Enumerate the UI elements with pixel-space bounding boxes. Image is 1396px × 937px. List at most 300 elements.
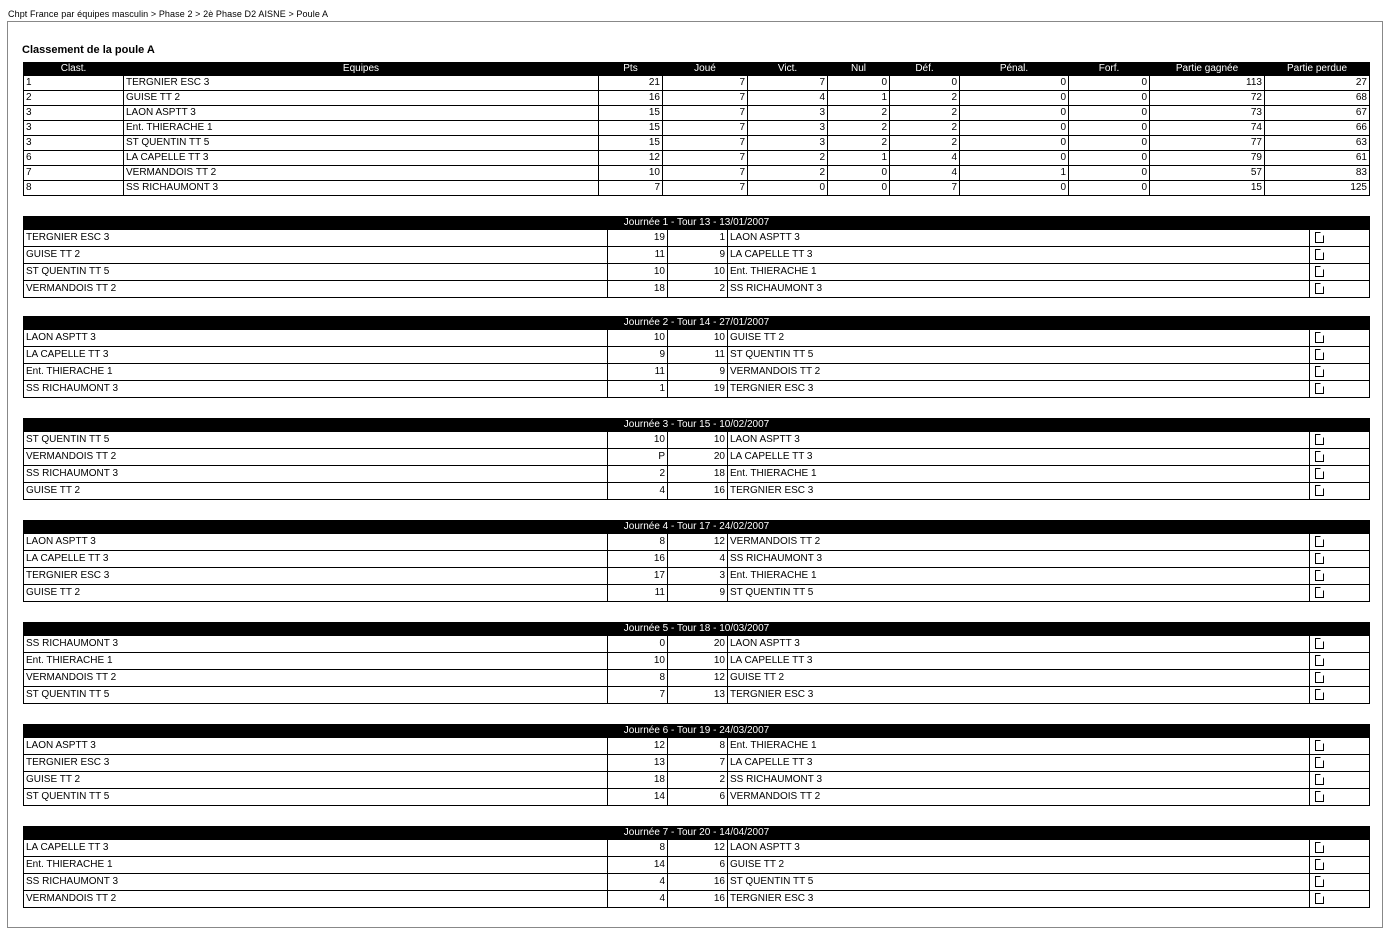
- away-score: 20: [668, 636, 728, 653]
- ranking-cell: 0: [828, 181, 890, 196]
- match-row: [24, 551, 1370, 568]
- home-team[interactable]: VERMANDOIS TT 2: [24, 449, 608, 466]
- away-team[interactable]: LAON ASPTT 3: [728, 230, 1310, 247]
- away-team[interactable]: LAON ASPTT 3: [728, 840, 1310, 857]
- ranking-cell: 7: [890, 181, 960, 196]
- ranking-cell: 0: [960, 151, 1069, 166]
- away-score: 1: [668, 230, 728, 247]
- away-team[interactable]: VERMANDOIS TT 2: [728, 534, 1310, 551]
- home-team[interactable]: Ent. THIERACHE 1: [24, 857, 608, 874]
- journee-table: [23, 826, 1370, 908]
- match-sheet-cell: [1310, 347, 1370, 364]
- away-team[interactable]: LA CAPELLE TT 3: [728, 449, 1310, 466]
- ranking-cell: 0: [1069, 151, 1150, 166]
- match-sheet-cell: [1310, 281, 1370, 298]
- match-row: [24, 381, 1370, 398]
- home-score: 4: [608, 891, 668, 908]
- col-nul[interactable]: Nul: [828, 63, 890, 76]
- match-row: [24, 347, 1370, 364]
- col-equipes[interactable]: Equipes: [124, 63, 599, 76]
- home-score: 18: [608, 281, 668, 298]
- ranking-cell: 1: [828, 151, 890, 166]
- ranking-cell: 3: [748, 106, 828, 121]
- journee-title: Journée 5 - Tour 18 - 10/03/2007: [24, 623, 1370, 636]
- away-team[interactable]: LAON ASPTT 3: [728, 636, 1310, 653]
- match-row: [24, 247, 1370, 264]
- ranking-cell: 7: [663, 91, 748, 106]
- away-score: 8: [668, 738, 728, 755]
- home-team[interactable]: GUISE TT 2: [24, 483, 608, 500]
- ranking-cell: 72: [1150, 91, 1265, 106]
- ranking-cell: 3: [24, 121, 124, 136]
- col-partie-perdue[interactable]: Partie perdue: [1265, 63, 1370, 76]
- ranking-cell: 1: [828, 91, 890, 106]
- ranking-cell: 1: [960, 166, 1069, 181]
- away-score: 12: [668, 840, 728, 857]
- ranking-cell: 2: [828, 121, 890, 136]
- match-sheet-cell: [1310, 653, 1370, 670]
- away-score: 6: [668, 789, 728, 806]
- away-team[interactable]: TERGNIER ESC 3: [728, 687, 1310, 704]
- home-team[interactable]: GUISE TT 2: [24, 247, 608, 264]
- col-partie-gagnee[interactable]: Partie gagnée: [1150, 63, 1265, 76]
- journee-header-row: [24, 827, 1370, 840]
- ranking-row: [24, 76, 1370, 91]
- away-score: 10: [668, 264, 728, 281]
- away-score: 3: [668, 568, 728, 585]
- ranking-cell: 0: [960, 106, 1069, 121]
- journee-header-row: [24, 317, 1370, 330]
- ranking-cell: 0: [960, 91, 1069, 106]
- ranking-cell: 15: [599, 106, 663, 121]
- home-team[interactable]: SS RICHAUMONT 3: [24, 381, 608, 398]
- away-score: 16: [668, 483, 728, 500]
- match-row: [24, 891, 1370, 908]
- ranking-cell: 2: [748, 166, 828, 181]
- match-sheet-cell: [1310, 247, 1370, 264]
- home-team[interactable]: TERGNIER ESC 3: [24, 755, 608, 772]
- match-row: [24, 230, 1370, 247]
- ranking-cell: 2: [890, 91, 960, 106]
- document-icon[interactable]: [1315, 638, 1324, 649]
- ranking-row: [24, 181, 1370, 196]
- match-sheet-cell: [1310, 330, 1370, 347]
- home-score: 2: [608, 466, 668, 483]
- match-row: [24, 534, 1370, 551]
- home-score: 4: [608, 483, 668, 500]
- match-row: [24, 449, 1370, 466]
- away-team[interactable]: TERGNIER ESC 3: [728, 891, 1310, 908]
- journee-title: Journée 7 - Tour 20 - 14/04/2007: [24, 827, 1370, 840]
- match-sheet-cell: [1310, 466, 1370, 483]
- match-row: [24, 264, 1370, 281]
- ranking-cell: 2: [748, 151, 828, 166]
- away-team[interactable]: Ent. THIERACHE 1: [728, 466, 1310, 483]
- document-icon[interactable]: [1315, 383, 1324, 394]
- document-icon[interactable]: [1315, 434, 1324, 445]
- ranking-cell: 0: [748, 181, 828, 196]
- ranking-cell: 12: [599, 151, 663, 166]
- team-link[interactable]: Ent. THIERACHE 1: [124, 121, 599, 136]
- match-sheet-cell: [1310, 568, 1370, 585]
- journee-title: Journée 4 - Tour 17 - 24/02/2007: [24, 521, 1370, 534]
- away-team[interactable]: ST QUENTIN TT 5: [728, 347, 1310, 364]
- ranking-cell: 3: [24, 106, 124, 121]
- ranking-cell: 0: [1069, 181, 1150, 196]
- ranking-cell: 73: [1150, 106, 1265, 121]
- match-row: [24, 636, 1370, 653]
- home-team[interactable]: LA CAPELLE TT 3: [24, 347, 608, 364]
- ranking-cell: 10: [599, 166, 663, 181]
- home-score: 17: [608, 568, 668, 585]
- ranking-header-row: [24, 63, 1370, 76]
- ranking-cell: 7: [663, 106, 748, 121]
- document-icon[interactable]: [1315, 570, 1324, 581]
- home-team[interactable]: LAON ASPTT 3: [24, 738, 608, 755]
- away-score: 6: [668, 857, 728, 874]
- journee-header-row: [24, 217, 1370, 230]
- journee-table: [23, 418, 1370, 500]
- away-team[interactable]: GUISE TT 2: [728, 330, 1310, 347]
- ranking-row: [24, 136, 1370, 151]
- ranking-cell: 7: [663, 76, 748, 91]
- document-icon[interactable]: [1315, 791, 1324, 802]
- away-score: 18: [668, 466, 728, 483]
- document-icon[interactable]: [1315, 774, 1324, 785]
- document-icon[interactable]: [1315, 876, 1324, 887]
- document-icon[interactable]: [1315, 468, 1324, 479]
- document-icon[interactable]: [1315, 349, 1324, 360]
- match-sheet-cell: [1310, 789, 1370, 806]
- away-score: 10: [668, 653, 728, 670]
- away-team[interactable]: SS RICHAUMONT 3: [728, 281, 1310, 298]
- ranking-cell: 7: [599, 181, 663, 196]
- away-score: 9: [668, 247, 728, 264]
- ranking-cell: 15: [1150, 181, 1265, 196]
- away-score: 13: [668, 687, 728, 704]
- ranking-cell: 125: [1265, 181, 1370, 196]
- home-team[interactable]: ST QUENTIN TT 5: [24, 432, 608, 449]
- ranking-cell: 15: [599, 136, 663, 151]
- match-sheet-cell: [1310, 772, 1370, 789]
- match-row: [24, 738, 1370, 755]
- away-team[interactable]: TERGNIER ESC 3: [728, 483, 1310, 500]
- away-score: 16: [668, 891, 728, 908]
- match-row: [24, 585, 1370, 602]
- document-icon[interactable]: [1315, 655, 1324, 666]
- home-team[interactable]: Ent. THIERACHE 1: [24, 653, 608, 670]
- away-team[interactable]: ST QUENTIN TT 5: [728, 874, 1310, 891]
- ranking-cell: 79: [1150, 151, 1265, 166]
- home-score: 0: [608, 636, 668, 653]
- ranking-cell: 0: [1069, 76, 1150, 91]
- away-team[interactable]: VERMANDOIS TT 2: [728, 789, 1310, 806]
- away-score: 10: [668, 432, 728, 449]
- match-row: [24, 466, 1370, 483]
- home-score: 10: [608, 432, 668, 449]
- match-sheet-cell: [1310, 891, 1370, 908]
- ranking-cell: 63: [1265, 136, 1370, 151]
- home-team[interactable]: VERMANDOIS TT 2: [24, 281, 608, 298]
- ranking-cell: 4: [748, 91, 828, 106]
- journee-title: Journée 6 - Tour 19 - 24/03/2007: [24, 725, 1370, 738]
- document-icon[interactable]: [1315, 740, 1324, 751]
- match-sheet-cell: [1310, 687, 1370, 704]
- home-score: 11: [608, 247, 668, 264]
- document-icon[interactable]: [1315, 232, 1324, 243]
- ranking-cell: 0: [960, 136, 1069, 151]
- ranking-cell: 7: [663, 151, 748, 166]
- home-team[interactable]: LA CAPELLE TT 3: [24, 551, 608, 568]
- match-sheet-cell: [1310, 364, 1370, 381]
- document-icon[interactable]: [1315, 553, 1324, 564]
- journee-header-row: [24, 521, 1370, 534]
- home-team[interactable]: GUISE TT 2: [24, 585, 608, 602]
- match-sheet-cell: [1310, 874, 1370, 891]
- document-icon[interactable]: [1315, 672, 1324, 683]
- away-team[interactable]: SS RICHAUMONT 3: [728, 772, 1310, 789]
- ranking-cell: 77: [1150, 136, 1265, 151]
- ranking-cell: 61: [1265, 151, 1370, 166]
- away-score: 7: [668, 755, 728, 772]
- ranking-row: [24, 91, 1370, 106]
- document-icon[interactable]: [1315, 266, 1324, 277]
- home-score: 11: [608, 364, 668, 381]
- ranking-cell: 3: [748, 121, 828, 136]
- document-icon[interactable]: [1315, 283, 1324, 294]
- match-row: [24, 874, 1370, 891]
- away-team[interactable]: GUISE TT 2: [728, 857, 1310, 874]
- document-icon[interactable]: [1315, 332, 1324, 343]
- match-sheet-cell: [1310, 483, 1370, 500]
- journee-title: Journée 3 - Tour 15 - 10/02/2007: [24, 419, 1370, 432]
- match-row: [24, 687, 1370, 704]
- ranking-cell: 0: [1069, 166, 1150, 181]
- ranking-cell: 8: [24, 181, 124, 196]
- ranking-cell: 0: [890, 76, 960, 91]
- away-score: 16: [668, 874, 728, 891]
- home-team[interactable]: ST QUENTIN TT 5: [24, 264, 608, 281]
- document-icon[interactable]: [1315, 757, 1324, 768]
- home-score: 4: [608, 874, 668, 891]
- team-link[interactable]: ST QUENTIN TT 5: [124, 136, 599, 151]
- ranking-cell: 2: [828, 106, 890, 121]
- ranking-cell: 4: [890, 151, 960, 166]
- match-sheet-cell: [1310, 670, 1370, 687]
- match-row: [24, 857, 1370, 874]
- match-sheet-cell: [1310, 636, 1370, 653]
- ranking-cell: 0: [960, 181, 1069, 196]
- col-clast[interactable]: Clast.: [24, 63, 124, 76]
- ranking-cell: 66: [1265, 121, 1370, 136]
- home-team[interactable]: GUISE TT 2: [24, 772, 608, 789]
- away-team[interactable]: GUISE TT 2: [728, 670, 1310, 687]
- ranking-cell: 57: [1150, 166, 1265, 181]
- away-team[interactable]: SS RICHAUMONT 3: [728, 551, 1310, 568]
- home-score: 10: [608, 330, 668, 347]
- document-icon[interactable]: [1315, 689, 1324, 700]
- match-row: [24, 789, 1370, 806]
- ranking-cell: 0: [828, 166, 890, 181]
- away-team[interactable]: ST QUENTIN TT 5: [728, 585, 1310, 602]
- ranking-cell: 4: [890, 166, 960, 181]
- team-link[interactable]: SS RICHAUMONT 3: [124, 181, 599, 196]
- home-score: 14: [608, 789, 668, 806]
- home-team[interactable]: SS RICHAUMONT 3: [24, 636, 608, 653]
- document-icon[interactable]: [1315, 893, 1324, 904]
- team-link[interactable]: LAON ASPTT 3: [124, 106, 599, 121]
- home-team[interactable]: LAON ASPTT 3: [24, 330, 608, 347]
- col-joue[interactable]: Joué: [663, 63, 748, 76]
- ranking-cell: 0: [828, 76, 890, 91]
- match-row: [24, 653, 1370, 670]
- ranking-cell: 0: [1069, 136, 1150, 151]
- home-score: 19: [608, 230, 668, 247]
- ranking-cell: 6: [24, 151, 124, 166]
- home-team[interactable]: TERGNIER ESC 3: [24, 230, 608, 247]
- home-score: 8: [608, 670, 668, 687]
- away-score: 12: [668, 534, 728, 551]
- journee-header-row: [24, 623, 1370, 636]
- away-team[interactable]: LA CAPELLE TT 3: [728, 653, 1310, 670]
- match-sheet-cell: [1310, 840, 1370, 857]
- away-team[interactable]: LAON ASPTT 3: [728, 432, 1310, 449]
- match-sheet-cell: [1310, 857, 1370, 874]
- team-link[interactable]: GUISE TT 2: [124, 91, 599, 106]
- home-score: 13: [608, 755, 668, 772]
- home-score: 11: [608, 585, 668, 602]
- col-vict[interactable]: Vict.: [748, 63, 828, 76]
- match-sheet-cell: [1310, 585, 1370, 602]
- away-team[interactable]: LA CAPELLE TT 3: [728, 247, 1310, 264]
- page-title: Classement de la poule A: [22, 44, 155, 56]
- away-team[interactable]: Ent. THIERACHE 1: [728, 264, 1310, 281]
- document-icon[interactable]: [1315, 587, 1324, 598]
- ranking-row: [24, 121, 1370, 136]
- home-team[interactable]: SS RICHAUMONT 3: [24, 874, 608, 891]
- ranking-row: [24, 151, 1370, 166]
- document-icon[interactable]: [1315, 249, 1324, 260]
- document-icon[interactable]: [1315, 366, 1324, 377]
- ranking-table: [23, 62, 1370, 196]
- ranking-cell: 2: [828, 136, 890, 151]
- match-sheet-cell: [1310, 381, 1370, 398]
- match-row: [24, 568, 1370, 585]
- journee-table: [23, 316, 1370, 398]
- home-score: 7: [608, 687, 668, 704]
- match-sheet-cell: [1310, 449, 1370, 466]
- ranking-cell: 67: [1265, 106, 1370, 121]
- ranking-cell: 7: [663, 181, 748, 196]
- team-link[interactable]: TERGNIER ESC 3: [124, 76, 599, 91]
- ranking-cell: 2: [890, 106, 960, 121]
- match-row: [24, 670, 1370, 687]
- ranking-cell: 27: [1265, 76, 1370, 91]
- col-penal[interactable]: Pénal.: [960, 63, 1069, 76]
- match-row: [24, 330, 1370, 347]
- home-score: 1: [608, 381, 668, 398]
- col-def[interactable]: Déf.: [890, 63, 960, 76]
- ranking-cell: 2: [890, 136, 960, 151]
- home-score: P: [608, 449, 668, 466]
- home-score: 10: [608, 653, 668, 670]
- match-row: [24, 432, 1370, 449]
- match-row: [24, 483, 1370, 500]
- document-icon[interactable]: [1315, 859, 1324, 870]
- ranking-cell: 15: [599, 121, 663, 136]
- document-icon[interactable]: [1315, 536, 1324, 547]
- ranking-cell: 2: [890, 121, 960, 136]
- document-icon[interactable]: [1315, 451, 1324, 462]
- ranking-row: [24, 106, 1370, 121]
- ranking-cell: 21: [599, 76, 663, 91]
- away-score: 9: [668, 585, 728, 602]
- home-score: 14: [608, 857, 668, 874]
- col-forf[interactable]: Forf.: [1069, 63, 1150, 76]
- away-team[interactable]: Ent. THIERACHE 1: [728, 738, 1310, 755]
- ranking-cell: 74: [1150, 121, 1265, 136]
- ranking-cell: 7: [24, 166, 124, 181]
- document-icon[interactable]: [1315, 485, 1324, 496]
- team-link[interactable]: VERMANDOIS TT 2: [124, 166, 599, 181]
- journee-header-row: [24, 725, 1370, 738]
- away-score: 12: [668, 670, 728, 687]
- home-team[interactable]: ST QUENTIN TT 5: [24, 687, 608, 704]
- match-sheet-cell: [1310, 534, 1370, 551]
- ranking-cell: 7: [663, 121, 748, 136]
- match-row: [24, 772, 1370, 789]
- team-link[interactable]: LA CAPELLE TT 3: [124, 151, 599, 166]
- document-icon[interactable]: [1315, 842, 1324, 853]
- col-pts[interactable]: Pts: [599, 63, 663, 76]
- breadcrumb[interactable]: Chpt France par équipes masculin > Phase 2 > 2è Phase D2 AISNE > Poule A: [8, 9, 329, 19]
- match-sheet-cell: [1310, 264, 1370, 281]
- away-team[interactable]: Ent. THIERACHE 1: [728, 568, 1310, 585]
- home-team[interactable]: VERMANDOIS TT 2: [24, 670, 608, 687]
- away-score: 20: [668, 449, 728, 466]
- away-team[interactable]: VERMANDOIS TT 2: [728, 364, 1310, 381]
- away-score: 19: [668, 381, 728, 398]
- ranking-cell: 16: [599, 91, 663, 106]
- ranking-cell: 0: [1069, 106, 1150, 121]
- match-row: [24, 364, 1370, 381]
- home-team[interactable]: ST QUENTIN TT 5: [24, 789, 608, 806]
- home-score: 16: [608, 551, 668, 568]
- away-score: 9: [668, 364, 728, 381]
- ranking-cell: 3: [24, 136, 124, 151]
- ranking-cell: 7: [748, 76, 828, 91]
- ranking-cell: 68: [1265, 91, 1370, 106]
- home-team[interactable]: VERMANDOIS TT 2: [24, 891, 608, 908]
- ranking-cell: 0: [1069, 121, 1150, 136]
- home-team[interactable]: Ent. THIERACHE 1: [24, 364, 608, 381]
- home-team[interactable]: LA CAPELLE TT 3: [24, 840, 608, 857]
- match-row: [24, 755, 1370, 772]
- away-team[interactable]: LA CAPELLE TT 3: [728, 755, 1310, 772]
- journee-title: Journée 1 - Tour 13 - 13/01/2007: [24, 217, 1370, 230]
- journee-table: [23, 724, 1370, 806]
- ranking-cell: 83: [1265, 166, 1370, 181]
- away-score: 2: [668, 281, 728, 298]
- away-team[interactable]: TERGNIER ESC 3: [728, 381, 1310, 398]
- home-score: 12: [608, 738, 668, 755]
- ranking-cell: 7: [663, 136, 748, 151]
- home-team[interactable]: LAON ASPTT 3: [24, 534, 608, 551]
- home-team[interactable]: SS RICHAUMONT 3: [24, 466, 608, 483]
- ranking-cell: 0: [1069, 91, 1150, 106]
- home-team[interactable]: TERGNIER ESC 3: [24, 568, 608, 585]
- journee-table: [23, 216, 1370, 298]
